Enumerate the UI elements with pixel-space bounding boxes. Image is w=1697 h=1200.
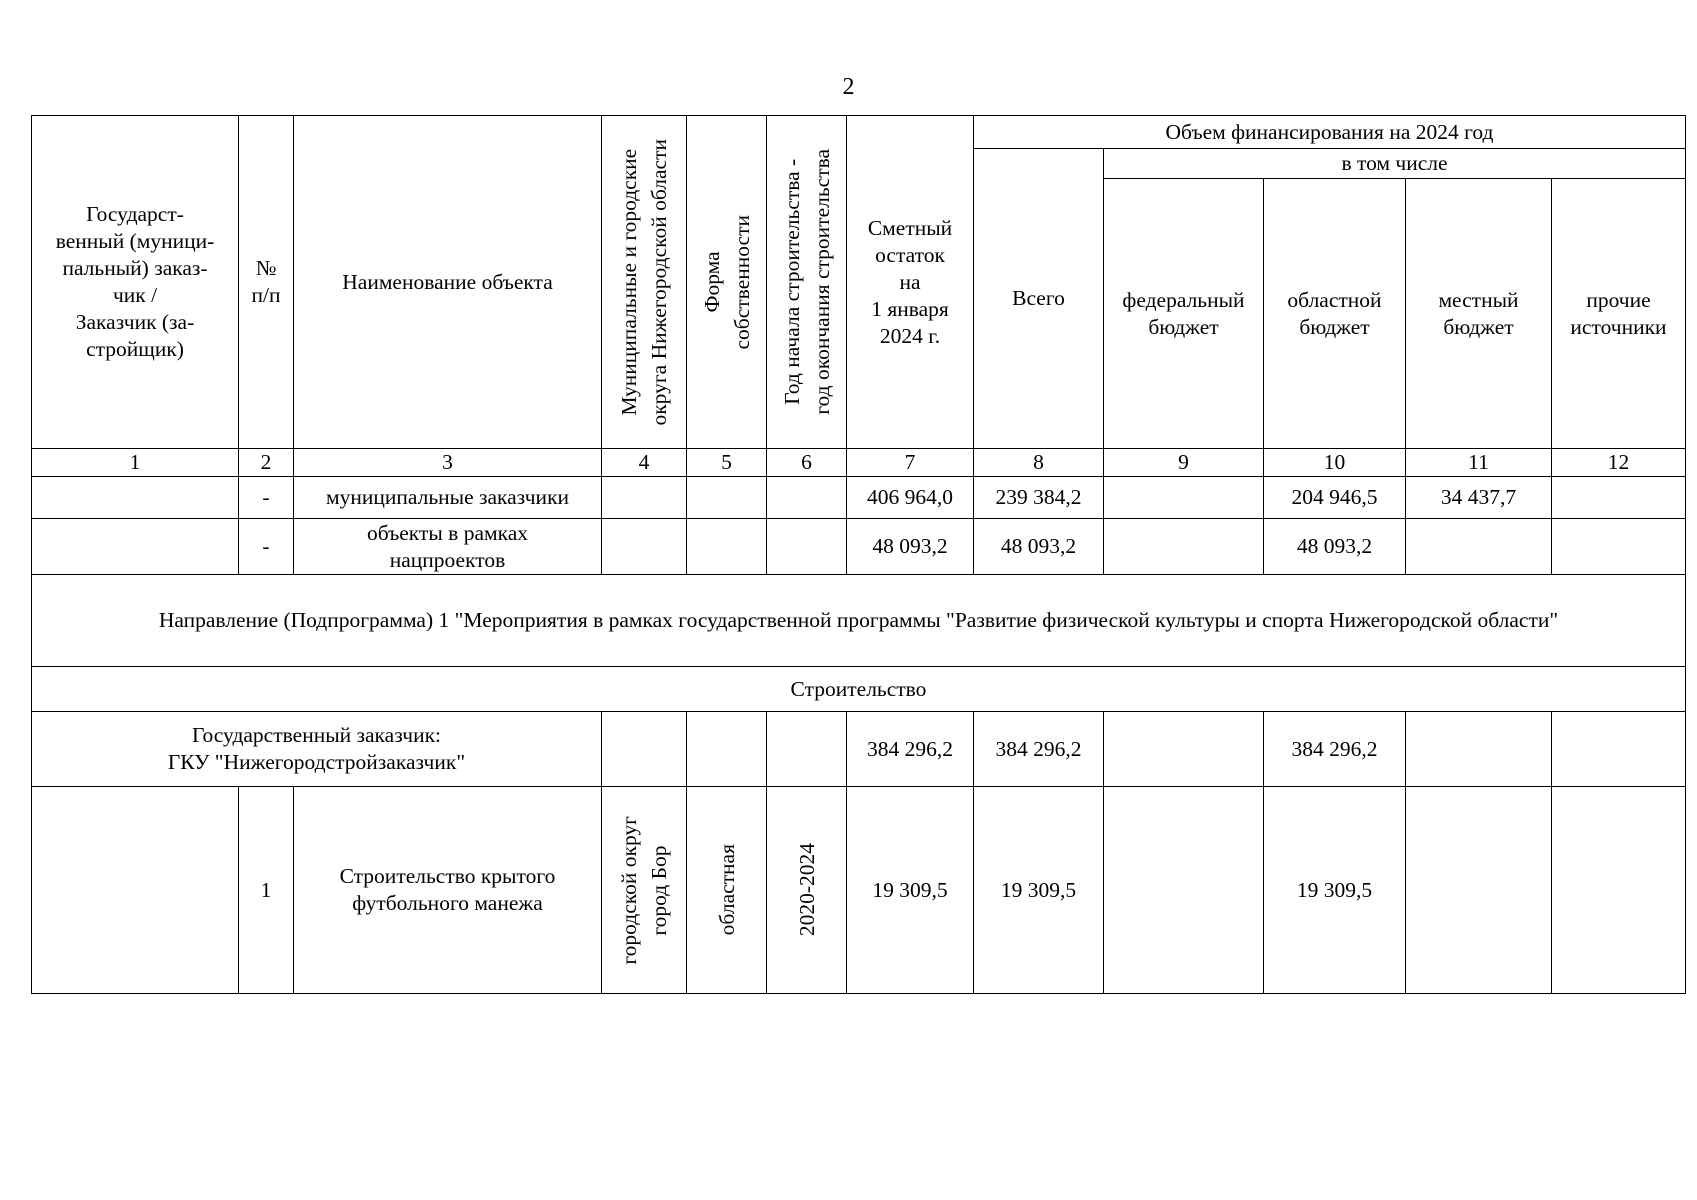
column-number: 5 <box>687 449 767 477</box>
header-regional-budget: областной бюджет <box>1264 179 1406 449</box>
ownership-cell: областная <box>687 787 767 994</box>
local-value: 34 437,7 <box>1406 477 1552 519</box>
regional-value: 384 296,2 <box>1264 712 1406 787</box>
total-value: 239 384,2 <box>974 477 1104 519</box>
column-number: 6 <box>767 449 847 477</box>
header-customer: Государст- венный (муници- пальный) заказ- чик / Заказчик (за- стройщик) <box>32 116 239 449</box>
column-number: 10 <box>1264 449 1406 477</box>
column-number: 7 <box>847 449 974 477</box>
federal-value <box>1104 712 1264 787</box>
header-federal-budget: федеральный бюджет <box>1104 179 1264 449</box>
total-value: 384 296,2 <box>974 712 1104 787</box>
column-number: 9 <box>1104 449 1264 477</box>
regional-value: 19 309,5 <box>1264 787 1406 994</box>
header-item-number: № п/п <box>239 116 294 449</box>
federal-value <box>1104 519 1264 575</box>
estimate-value: 406 964,0 <box>847 477 974 519</box>
header-ownership-form: Форма собственности <box>687 116 767 449</box>
row-number: 1 <box>239 787 294 994</box>
estimate-value: 19 309,5 <box>847 787 974 994</box>
column-number-row <box>32 449 1686 477</box>
header-construction-years: Год начала строительства - год окончания строительства <box>767 116 847 449</box>
object-name: объекты в рамках нацпроектов <box>294 519 602 575</box>
table-row <box>32 519 1686 575</box>
regional-value: 204 946,5 <box>1264 477 1406 519</box>
local-value <box>1406 787 1552 994</box>
federal-value <box>1104 787 1264 994</box>
total-value: 48 093,2 <box>974 519 1104 575</box>
investment-table <box>31 115 1686 994</box>
header-estimate-balance: Сметный остаток на 1 января 2024 г. <box>847 116 974 449</box>
column-number: 1 <box>32 449 239 477</box>
header-local-budget: местный бюджет <box>1406 179 1552 449</box>
federal-value <box>1104 477 1264 519</box>
column-number: 11 <box>1406 449 1552 477</box>
other-value <box>1552 477 1686 519</box>
column-number: 4 <box>602 449 687 477</box>
other-value <box>1552 712 1686 787</box>
local-value <box>1406 519 1552 575</box>
page-number: 2 <box>842 74 855 100</box>
estimate-value: 48 093,2 <box>847 519 974 575</box>
row-number: - <box>239 519 294 575</box>
estimate-value: 384 296,2 <box>847 712 974 787</box>
section-heading: Строительство <box>32 667 1686 712</box>
years-cell: 2020-2024 <box>767 787 847 994</box>
header-total: Всего <box>974 149 1104 449</box>
other-value <box>1552 787 1686 994</box>
local-value <box>1406 712 1552 787</box>
column-number: 3 <box>294 449 602 477</box>
header-municipality: Муниципальные и городские округа Нижегородской области <box>602 116 687 449</box>
total-value: 19 309,5 <box>974 787 1104 994</box>
state-customer-label: Государственный заказчик: ГКУ "Нижегородстройзаказчик" <box>32 712 602 787</box>
table-row <box>32 787 1686 994</box>
municipality-cell: городской округ город Бор <box>602 787 687 994</box>
other-value <box>1552 519 1686 575</box>
column-number: 2 <box>239 449 294 477</box>
column-number: 8 <box>974 449 1104 477</box>
header-including: в том числе <box>1104 149 1686 179</box>
header-other-sources: прочие источники <box>1552 179 1686 449</box>
column-number: 12 <box>1552 449 1686 477</box>
object-name: муниципальные заказчики <box>294 477 602 519</box>
subprogram-heading: Направление (Подпрограмма) 1 "Мероприятия в рамках государственной программы "Развитие физической культуры и спорта Нижегородской области" <box>32 575 1686 667</box>
table-row <box>32 477 1686 519</box>
regional-value: 48 093,2 <box>1264 519 1406 575</box>
header-object-name: Наименование объекта <box>294 116 602 449</box>
header-funding-volume: Объем финансирования на 2024 год <box>974 116 1686 149</box>
row-number: - <box>239 477 294 519</box>
object-name: Строительство крытого футбольного манежа <box>294 787 602 994</box>
table-row <box>32 712 1686 787</box>
